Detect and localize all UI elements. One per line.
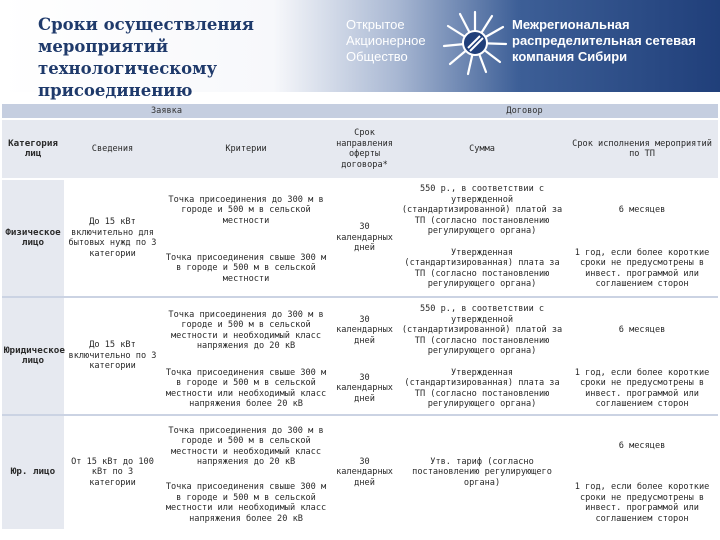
column-header-offer: Срок направления оферты договора* [331,119,398,179]
deadline-cell: 6 месяцев [618,205,666,216]
column-header-row [2,119,718,179]
amount-cell: 550 р., в соответствии с утвержденной (стандартизированной) платой за ТП (согласно постановлению регулирующего органа) [401,184,563,237]
category-cell: Юридическое лицо [2,297,64,415]
offer-cell: 30 календарных дней [336,222,393,254]
contract-group-header: Договор [331,104,718,119]
deadline-cell: 1 год, если более короткие сроки не предусмотрены в инвест. программой или соглашением сторон [574,482,710,524]
criteria-cell: Точка присоединения свыше 300 м в городе и 500 м в сельской местности [165,252,327,284]
deadline-cell: 1 год, если более короткие сроки не предусмотрены в инвест. программой или соглашением сторон [574,367,710,409]
starburst-logo-icon [440,8,510,78]
amount-cell: Утвержденная (стандартизированная) плата за ТП (согласно постановлению регулирующего органа) [404,247,560,289]
table-row [2,179,718,241]
amount-cell: Утвержденная (стандартизированная) плата за ТП (согласно постановлению регулирующего органа) [404,367,560,409]
offer-cell: 30 календарных дней [331,297,398,363]
amount-cell: 550 р., в соответствии с утвержденной (стандартизированной) платой за ТП (согласно постановлению регулирующего органа) [398,297,566,363]
category-cell: Юр. лицо [2,415,64,529]
table-row [2,415,718,477]
deadline-cell: 6 месяцев [566,297,718,363]
column-header-category: Категория лиц [2,119,64,179]
group-header-row [2,104,718,119]
offer-cell: 30 календарных дней [336,372,393,404]
org-type-text: Открытое Акционерное Общество [346,17,426,64]
schedule-table-container [2,104,718,538]
info-cell: До 15 кВт включительно для бытовых нужд по 3 категории [68,217,157,259]
category-cell: Физическое лицо [2,179,64,297]
org-name-text: Межрегиональная распределительная сетевая компания Сибири [512,17,696,64]
column-header-exec: Срок исполнения мероприятий по ТП [566,119,718,179]
amount-cell: Утв. тариф (согласно постановлению регулирующего органа) [398,415,566,529]
criteria-cell: Точка присоединения до 300 м в городе и 500 м в сельской местности [168,194,324,226]
table-row [2,297,718,363]
info-cell: От 15 кВт до 100 кВт по 3 категории [64,415,161,529]
request-group-header: Заявка [2,104,331,119]
criteria-cell: Точка присоединения до 300 м в городе и 500 м в сельской местности и необходимый класс напряжения до 20 кВ [161,297,331,363]
column-header-criteria: Критерии [161,119,331,179]
deadline-cell: 1 год, если более короткие сроки не предусмотрены в инвест. программой или соглашением сторон [574,247,710,289]
criteria-cell: Точка присоединения свыше 300 м в городе и 500 м в сельской местности или необходимый класс напряжения более 20 кВ [165,367,327,409]
page-title: Сроки осуществления мероприятий технологическому присоединению [38,15,254,100]
schedule-table [2,104,718,529]
header-banner [0,0,720,100]
info-cell: До 15 кВт включительно по 3 категории [64,297,161,415]
deadline-cell: 6 месяцев [566,415,718,477]
column-header-info: Сведения [64,119,161,179]
criteria-cell: Точка присоединения до 300 м в городе и 500 м в сельской местности и необходимый класс напряжения до 20 кВ [161,415,331,477]
column-header-amount: Сумма [398,119,566,179]
offer-cell: 30 календарных дней [331,415,398,529]
criteria-cell: Точка присоединения свыше 300 м в городе и 500 м в сельской местности или необходимый класс напряжения более 20 кВ [165,482,327,524]
